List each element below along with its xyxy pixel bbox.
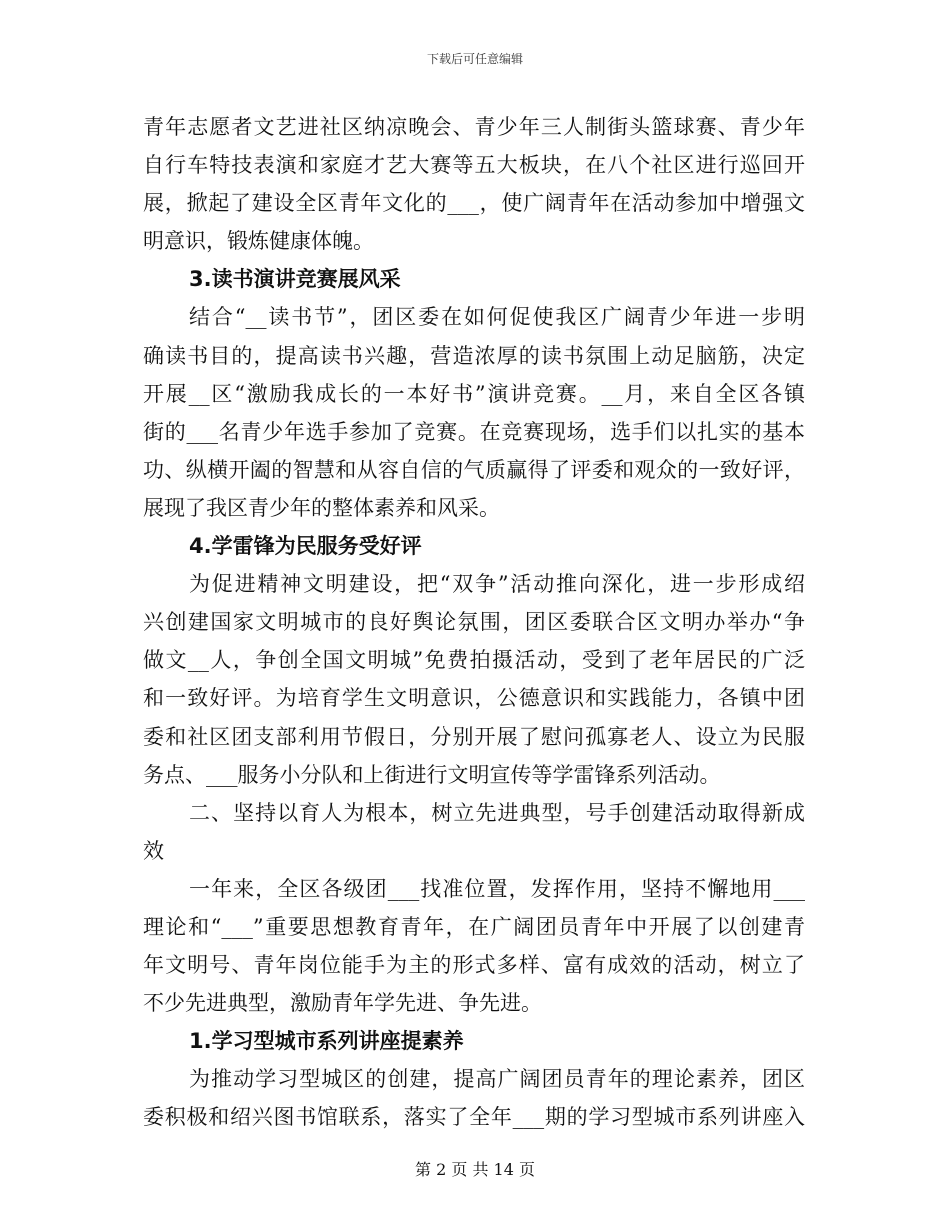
body-line: 一年来，全区各级团___找准位置，发挥作用，坚持不懈地用___ <box>189 876 805 901</box>
section-heading: 1.学习型城市系列讲座提素养 <box>189 1029 464 1054</box>
document-body <box>143 108 805 1137</box>
body-line: 务点、___服务小分队和上街进行文明宣传等学雷锋系列活动。 <box>143 762 721 787</box>
body-line: 效 <box>143 838 164 863</box>
body-line: 自行车特技表演和家庭才艺大赛等五大板块，在八个社区进行巡回开 <box>143 153 805 178</box>
body-line: 年文明号、青年岗位能手为主的形式多样、富有成效的活动，树立了 <box>143 953 805 978</box>
body-line: 青年志愿者文艺进社区纳凉晚会、青少年三人制街头篮球赛、青少年 <box>143 115 805 139</box>
body-line: 理论和“___”重要思想教育青年，在广阔团员青年中开展了以创建青 <box>143 914 805 939</box>
body-line: 做文__人，争创全国文明城”免费拍摄活动，受到了老年居民的广泛 <box>143 648 805 673</box>
body-line: 展，掀起了建设全区青年文化的___，使广阔青年在活动参加中增强文 <box>143 191 805 216</box>
body-line: 兴创建国家文明城市的良好舆论氛围，团区委联合区文明办举办“争 <box>143 610 805 635</box>
body-line: 确读书目的，提高读书兴趣，营造浓厚的读书氛围上动足脑筋，决定 <box>143 343 805 368</box>
body-line: 为促进精神文明建设，把“双争”活动推向深化，进一步形成绍 <box>189 572 805 597</box>
body-line: 为推动学习型城区的创建，提高广阔团员青年的理论素养，团区 <box>189 1067 805 1092</box>
section-heading: 4.学雷锋为民服务受好评 <box>189 534 422 559</box>
page-footer: 第 2 页 共 14 页 <box>415 1160 535 1179</box>
body-line: 明意识，锻炼健康体魄。 <box>143 229 374 254</box>
body-line: 不少先进典型，激励青年学先进、争先进。 <box>143 991 542 1016</box>
body-line: 开展__区“激励我成长的一本好书”演讲竞赛。__月，来自全区各镇 <box>143 381 805 406</box>
body-line: 二、坚持以育人为根本，树立先进典型，号手创建活动取得新成 <box>189 800 805 825</box>
body-line: 结合“__读书节”，团区委在如何促使我区广阔青少年进一步明 <box>189 305 805 330</box>
section-heading: 3.读书演讲竞赛展风采 <box>189 267 401 292</box>
body-line: 委积极和绍兴图书馆联系，落实了全年___期的学习型城市系列讲座入 <box>143 1105 805 1130</box>
body-line: 委和社区团支部利用节假日，分别开展了慰问孤寡老人、设立为民服 <box>143 724 805 749</box>
body-line: 展现了我区青少年的整体素养和风采。 <box>143 495 500 520</box>
body-line: 街的___名青少年选手参加了竞赛。在竞赛现场，选手们以扎实的基本 <box>143 419 805 444</box>
page-header: 下载后可任意编辑 <box>426 52 523 66</box>
body-line: 和一致好评。为培育学生文明意识，公德意识和实践能力，各镇中团 <box>143 686 805 711</box>
body-line: 功、纵横开阖的智慧和从容自信的气质赢得了评委和观众的一致好评， <box>143 457 805 482</box>
